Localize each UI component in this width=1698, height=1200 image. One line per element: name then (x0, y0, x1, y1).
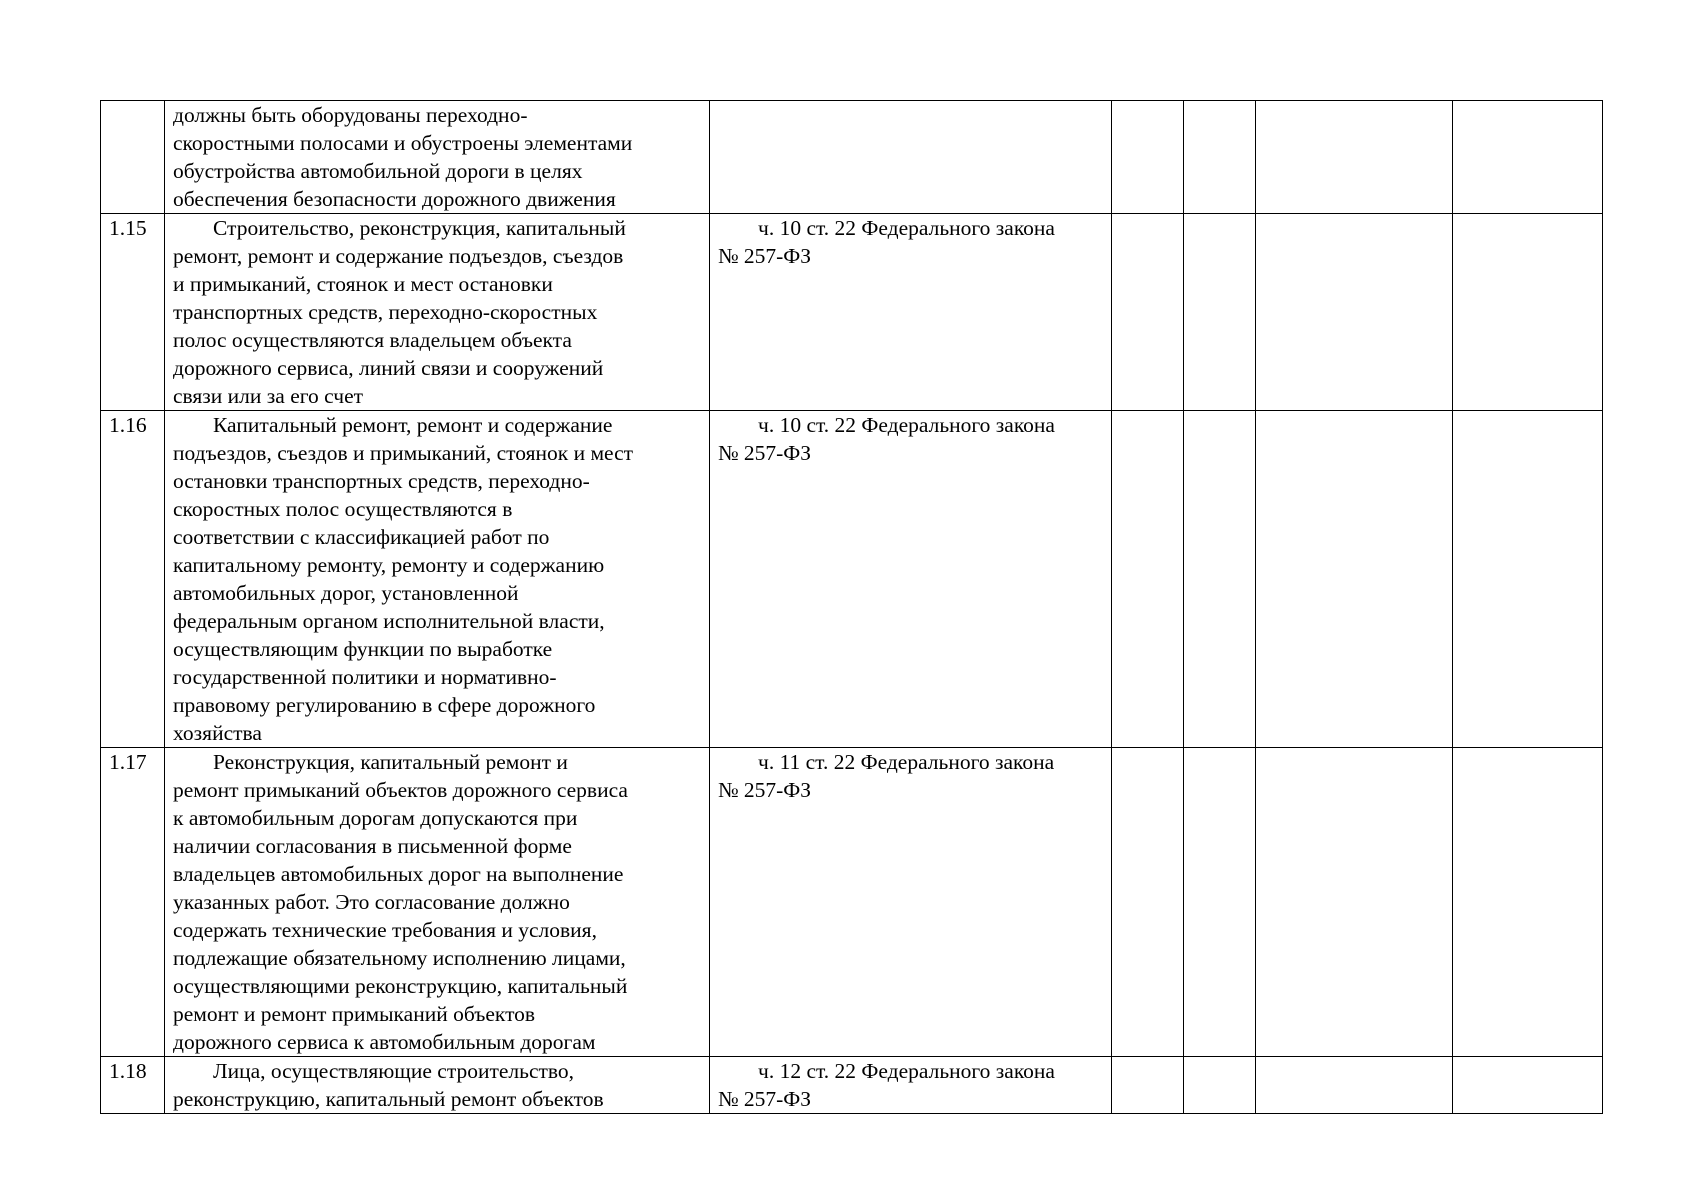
requirement-line: ремонт, ремонт и содержание подъездов, съездов (173, 244, 624, 268)
requirement-line: Лица, осуществляющие строительство, (213, 1059, 575, 1083)
answer-na-cell (1256, 1057, 1453, 1114)
requirement-line: реконструкцию, капитальный ремонт объектов (173, 1087, 604, 1111)
requirement-line: транспортных средств, переходно-скоростных (173, 300, 598, 324)
legal-reference-cell (710, 411, 1112, 748)
row-number-cell (101, 1057, 165, 1114)
answer-no-cell (1184, 214, 1256, 411)
requirement-line: владельцев автомобильных дорог на выполнение (173, 862, 624, 886)
legal-reference-cell (710, 101, 1112, 214)
requirement-line: соответствии с классификацией работ по (173, 525, 550, 549)
row-number-cell (101, 101, 165, 214)
row-number: 1.18 (109, 1059, 147, 1083)
requirement-line: полос осуществляются владельцем объекта (173, 328, 572, 352)
requirement-line: правовому регулированию в сфере дорожного (173, 693, 596, 717)
answer-yes-cell (1112, 101, 1184, 214)
requirement-line: должны быть оборудованы переходно- (173, 103, 528, 127)
requirement-line: осуществляющими реконструкцию, капитальный (173, 974, 628, 998)
legal-reference-line: ч. 10 ст. 22 Федерального закона (758, 216, 1055, 240)
table-row (101, 748, 1603, 1057)
answer-na-cell (1256, 101, 1453, 214)
requirement-cell (165, 214, 710, 411)
requirement-line: скоростными полосами и обустроены элементами (173, 131, 633, 155)
requirement-line: к автомобильным дорогам допускаются при (173, 806, 578, 830)
note-cell (1453, 411, 1603, 748)
legal-reference-cell (710, 214, 1112, 411)
row-number: 1.17 (109, 750, 147, 774)
note-cell (1453, 101, 1603, 214)
table-row (101, 214, 1603, 411)
table-row (101, 101, 1603, 214)
note-cell (1453, 214, 1603, 411)
legal-reference-line: ч. 10 ст. 22 Федерального закона (758, 413, 1055, 437)
legal-reference-line: № 257-ФЗ (718, 244, 812, 268)
requirement-line: государственной политики и нормативно- (173, 665, 557, 689)
requirement-line: скоростных полос осуществляются в (173, 497, 513, 521)
requirement-line: наличии согласования в письменной форме (173, 834, 572, 858)
answer-yes-cell (1112, 214, 1184, 411)
answer-yes-cell (1112, 748, 1184, 1057)
requirement-line: Строительство, реконструкция, капитальный (213, 216, 626, 240)
requirement-cell (165, 411, 710, 748)
answer-no-cell (1184, 1057, 1256, 1114)
row-number: 1.15 (109, 216, 147, 240)
legal-reference-cell (710, 1057, 1112, 1114)
requirement-line: осуществляющим функции по выработке (173, 637, 553, 661)
requirement-line: дорожного сервиса, линий связи и сооружений (173, 356, 604, 380)
answer-yes-cell (1112, 411, 1184, 748)
row-number: 1.16 (109, 413, 147, 437)
requirement-cell (165, 748, 710, 1057)
requirement-line: обустройства автомобильной дороги в целях (173, 159, 583, 183)
legal-reference-line: № 257-ФЗ (718, 1087, 812, 1111)
table-body (101, 101, 1603, 1114)
requirement-cell (165, 101, 710, 214)
requirement-line: подъездов, съездов и примыканий, стоянок и мест (173, 441, 634, 465)
requirement-line: хозяйства (173, 721, 262, 745)
requirement-line: ремонт и ремонт примыканий объектов (173, 1002, 536, 1026)
requirement-line: Реконструкция, капитальный ремонт и (213, 750, 568, 774)
requirement-cell (165, 1057, 710, 1114)
note-cell (1453, 748, 1603, 1057)
row-number-cell (101, 748, 165, 1057)
legal-reference-line: ч. 11 ст. 22 Федерального закона (758, 750, 1055, 774)
legal-reference-line: ч. 12 ст. 22 Федерального закона (758, 1059, 1055, 1083)
table-row (101, 1057, 1603, 1114)
answer-na-cell (1256, 411, 1453, 748)
requirement-line: федеральным органом исполнительной власти, (173, 609, 605, 633)
requirement-line: указанных работ. Это согласование должно (173, 890, 570, 914)
note-cell (1453, 1057, 1603, 1114)
legal-reference-cell (710, 748, 1112, 1057)
requirement-line: Капитальный ремонт, ремонт и содержание (213, 413, 613, 437)
requirement-line: подлежащие обязательному исполнению лицами, (173, 946, 626, 970)
requirement-line: обеспечения безопасности дорожного движения (173, 187, 616, 211)
requirement-line: ремонт примыканий объектов дорожного сервиса (173, 778, 628, 802)
requirement-line: содержать технические требования и условия, (173, 918, 597, 942)
requirement-line: и примыканий, стоянок и мест остановки (173, 272, 553, 296)
table-row (101, 411, 1603, 748)
requirement-line: связи или за его счет (173, 384, 364, 408)
answer-no-cell (1184, 411, 1256, 748)
requirement-line: остановки транспортных средств, переходно- (173, 469, 590, 493)
answer-no-cell (1184, 748, 1256, 1057)
answer-no-cell (1184, 101, 1256, 214)
row-number-cell (101, 411, 165, 748)
requirement-line: автомобильных дорог, установленной (173, 581, 519, 605)
answer-na-cell (1256, 214, 1453, 411)
answer-yes-cell (1112, 1057, 1184, 1114)
checklist-table (100, 100, 1603, 1114)
requirement-line: капитальному ремонту, ремонту и содержанию (173, 553, 605, 577)
legal-reference-line: № 257-ФЗ (718, 441, 812, 465)
answer-na-cell (1256, 748, 1453, 1057)
requirement-line: дорожного сервиса к автомобильным дорогам (173, 1030, 596, 1054)
row-number-cell (101, 214, 165, 411)
legal-reference-line: № 257-ФЗ (718, 778, 812, 802)
